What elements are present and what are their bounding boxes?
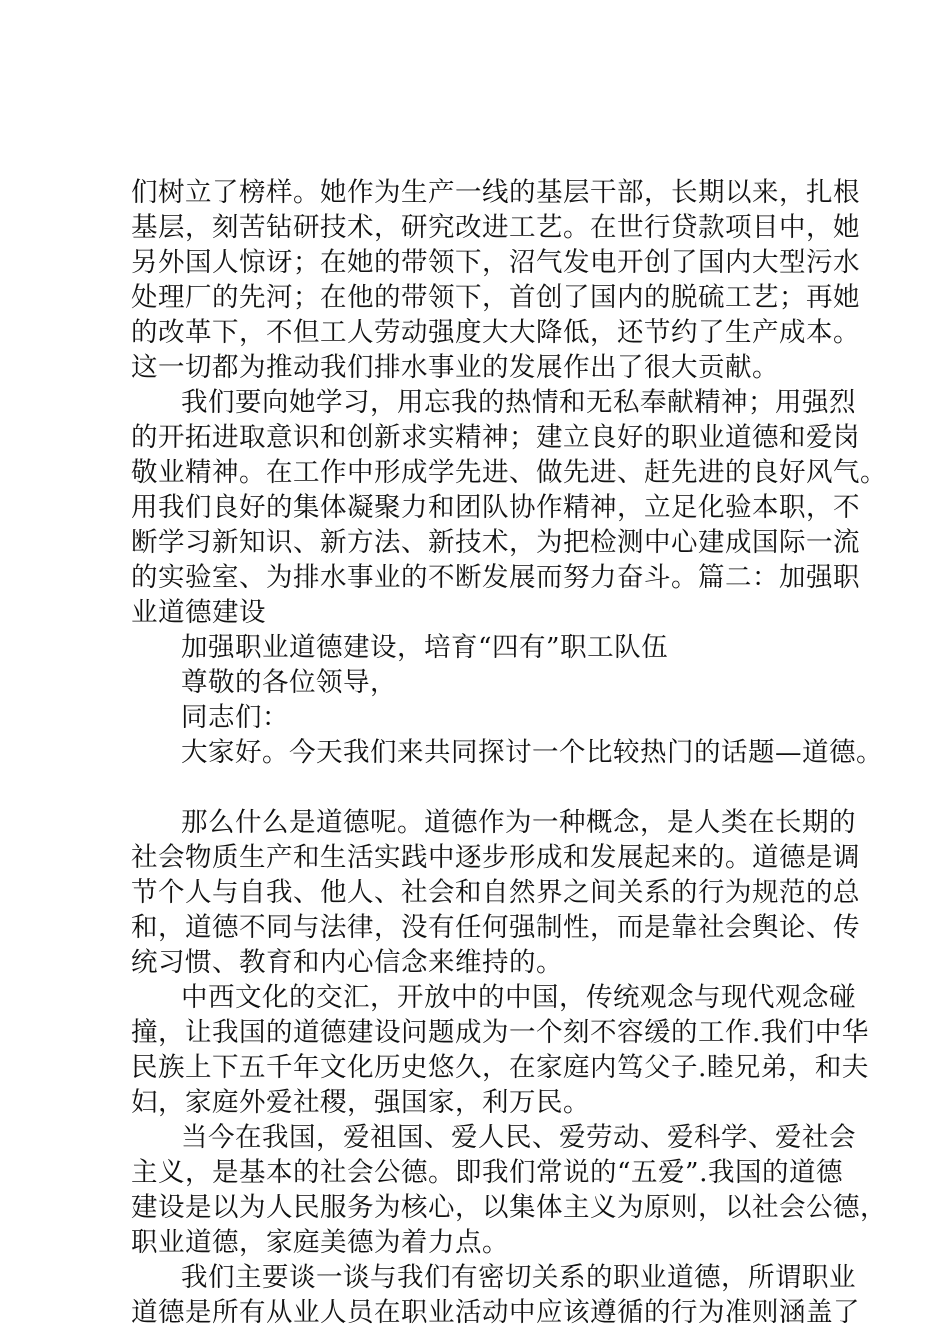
text-line: 中西文化的交汇，开放中的中国，传统观念与现代观念碰 — [181, 982, 856, 1013]
text-line: 尊敬的各位领导， — [181, 667, 397, 698]
text-line: 当今在我国，爱祖国、爱人民、爱劳动、爱科学、爱社会 — [181, 1122, 856, 1153]
text-line: 的开拓进取意识和创新求实精神；建立良好的职业道德和爱岗 — [131, 422, 860, 453]
text-line: 这一切都为推动我们排水事业的发展作出了很大贡献。 — [131, 352, 779, 383]
text-line: 主义，是基本的社会公德。即我们常说的“五爱”.我国的道德 — [131, 1157, 844, 1188]
text-line: 加强职业道德建设，培育“四有”职工队伍 — [181, 632, 669, 663]
text-line: 我们主要谈一谈与我们有密切关系的职业道德，所谓职业 — [181, 1262, 856, 1293]
text-line: 撞，让我国的道德建设问题成为一个刻不容缓的工作.我们中华 — [131, 1017, 869, 1048]
text-line: 敬业精神。在工作中形成学先进、做先进、赶先进的良好风气。 — [131, 457, 887, 488]
text-line: 断学习新知识、新方法、新技术，为把检测中心建成国际一流 — [131, 527, 860, 558]
text-line: 职业道德，家庭美德为着力点。 — [131, 1227, 509, 1258]
text-line: 业道德建设 — [131, 597, 266, 628]
text-line: 民族上下五千年文化历史悠久，在家庭内笃父子.睦兄弟，和夫 — [131, 1052, 869, 1083]
text-line: 另外国人惊讶；在她的带领下，沼气发电开创了国内大型污水 — [131, 247, 860, 278]
text-line: 节个人与自我、他人、社会和自然界之间关系的行为规范的总 — [131, 877, 860, 908]
text-line: 社会物质生产和生活实践中逐步形成和发展起来的。道德是调 — [131, 842, 860, 873]
text-line: 道德是所有从业人员在职业活动中应该遵循的行为准则涵盖了 — [131, 1297, 860, 1328]
text-line: 妇，家庭外爱社稷，强国家，利万民。 — [131, 1087, 590, 1118]
text-line: 们树立了榜样。她作为生产一线的基层干部，长期以来，扎根 — [131, 177, 860, 208]
text-line: 统习惯、教育和内心信念来维持的。 — [131, 947, 563, 978]
text-line: 的改革下，不但工人劳动强度大大降低，还节约了生产成本。 — [131, 317, 860, 348]
text-line: 和，道德不同与法律，没有任何强制性，而是靠社会舆论、传 — [131, 912, 860, 943]
text-line: 处理厂的先河；在他的带领下，首创了国内的脱硫工艺；再她 — [131, 282, 860, 313]
text-line: 那么什么是道德呢。道德作为一种概念，是人类在长期的 — [181, 807, 856, 838]
text-line: 同志们： — [181, 702, 289, 733]
text-line: 的实验室、为排水事业的不断发展而努力奋斗。篇二：加强职 — [131, 562, 860, 593]
text-line: 用我们良好的集体凝聚力和团队协作精神，立足化验本职，不 — [131, 492, 860, 523]
text-line: 基层，刻苦钻研技术，研究改进工艺。在世行贷款项目中，她 — [131, 212, 860, 243]
text-line: 建设是以为人民服务为核心，以集体主义为原则，以社会公德， — [131, 1192, 887, 1223]
text-line: 我们要向她学习，用忘我的热情和无私奉献精神；用强烈 — [181, 387, 856, 418]
text-line: 大家好。今天我们来共同探讨一个比较热门的话题—道德。 — [181, 737, 883, 768]
